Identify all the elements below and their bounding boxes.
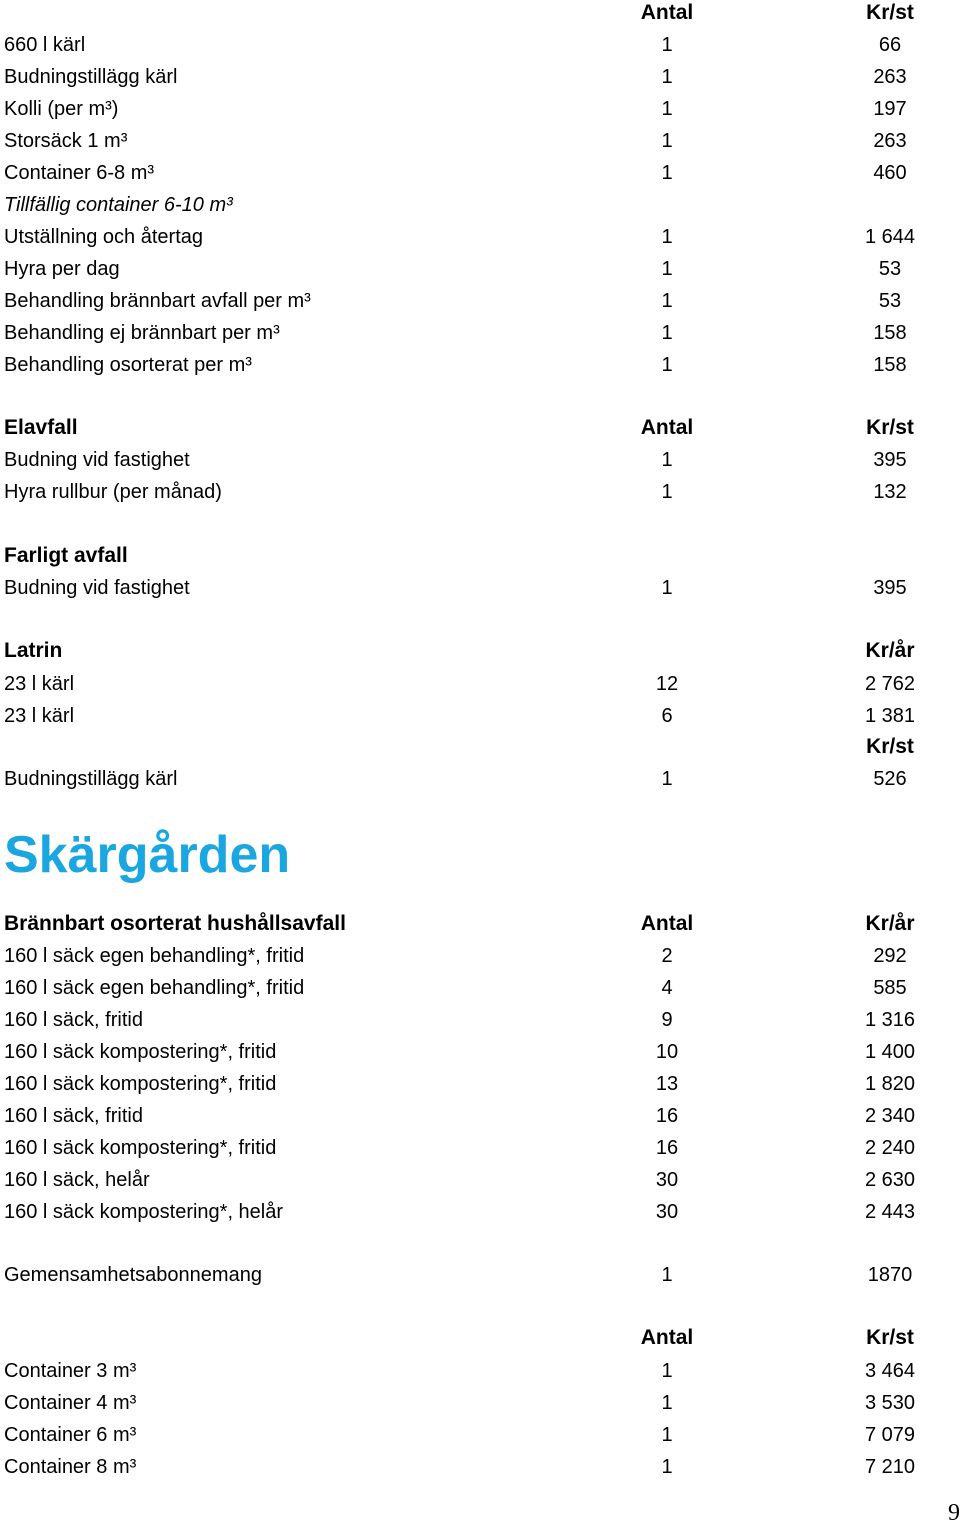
item-price: 263: [873, 130, 907, 152]
item-price: 585: [873, 977, 907, 999]
item-name: Storsäck 1 m³: [4, 130, 128, 152]
item-qty: 1: [661, 449, 673, 471]
item-qty: 1: [661, 1424, 673, 1446]
item-name: 160 l säck egen behandling*, fritid: [4, 977, 305, 999]
table-row: [0, 476, 960, 508]
item-qty: 1: [661, 34, 673, 56]
item-price: 1 400: [864, 1041, 916, 1063]
table-row: [0, 1387, 960, 1419]
item-qty: 1: [661, 258, 673, 280]
column-subheader: [0, 731, 960, 763]
table-row: [0, 940, 960, 972]
table-row: [0, 972, 960, 1004]
table-row: [0, 125, 960, 157]
table-header: [0, 1322, 960, 1354]
item-qty: 1: [661, 1392, 673, 1414]
item-name: Tillfällig container 6-10 m³: [4, 194, 233, 216]
table-row: [0, 1100, 960, 1132]
table-row: [0, 93, 960, 125]
item-price: 395: [873, 577, 907, 599]
table-row: [0, 1451, 960, 1483]
table-row: [0, 1036, 960, 1068]
column-header-price: Kr/st: [866, 735, 914, 758]
item-qty: 1: [661, 577, 673, 599]
item-price: 66: [878, 34, 902, 56]
item-price: 1 644: [864, 226, 916, 248]
item-price: 2 630: [864, 1169, 916, 1191]
section-title: Brännbart osorterat hushållsavfall: [4, 912, 346, 935]
item-qty: 1: [661, 98, 673, 120]
column-header-antal: Antal: [640, 912, 694, 935]
table-row: [0, 1068, 960, 1100]
table-row: [0, 700, 960, 732]
item-qty: 1: [661, 322, 673, 344]
section-title: Farligt avfall: [4, 544, 128, 567]
item-name: 160 l säck, fritid: [4, 1009, 143, 1031]
item-name: Container 6 m³: [4, 1424, 137, 1446]
item-qty: 1: [661, 481, 673, 503]
section-title: Elavfall: [4, 416, 78, 439]
item-name: Budningstillägg kärl: [4, 66, 178, 88]
item-price: 2 340: [864, 1105, 916, 1127]
item-qty: 16: [655, 1105, 679, 1127]
column-header-price: Kr/år: [865, 912, 915, 935]
item-price: 1 381: [864, 705, 916, 727]
table-row: [0, 1132, 960, 1164]
item-qty: 1: [661, 1360, 673, 1382]
table-row: [0, 668, 960, 700]
section-header-latrin: [0, 635, 960, 667]
item-price: 132: [873, 481, 907, 503]
item-price: 197: [873, 98, 907, 120]
item-qty: 1: [661, 162, 673, 184]
item-price: 158: [873, 354, 907, 376]
item-qty: 1: [661, 1264, 673, 1286]
item-price: 3 530: [864, 1392, 916, 1414]
table-row: [0, 444, 960, 476]
item-name: 23 l kärl: [4, 673, 75, 695]
item-qty: 12: [655, 673, 679, 695]
item-price: 526: [873, 768, 907, 790]
item-qty: 10: [655, 1041, 679, 1063]
item-name: Budningstillägg kärl: [4, 768, 178, 790]
table-row: [0, 61, 960, 93]
item-name: 160 l säck kompostering*, fritid: [4, 1137, 277, 1159]
item-name: Behandling osorterat per m³: [4, 354, 252, 376]
item-price: 53: [878, 290, 902, 312]
table-row: [0, 572, 960, 604]
item-price: 2 443: [864, 1201, 916, 1223]
column-header-price: Kr/st: [866, 1, 914, 24]
item-name: 160 l säck egen behandling*, fritid: [4, 945, 305, 967]
item-name: 160 l säck, fritid: [4, 1105, 143, 1127]
column-header-price: Kr/st: [866, 416, 914, 439]
item-price: 53: [878, 258, 902, 280]
section-title: Latrin: [4, 639, 63, 662]
item-qty: 1: [661, 354, 673, 376]
table-row: [0, 349, 960, 381]
table-row: [0, 285, 960, 317]
column-header-antal: Antal: [640, 1326, 694, 1349]
item-qty: 6: [661, 705, 673, 727]
item-name: Hyra rullbur (per månad): [4, 481, 222, 503]
item-name: 23 l kärl: [4, 705, 75, 727]
section-title-skargarden: Skärgården: [4, 826, 291, 884]
table-row: [0, 29, 960, 61]
page-number: 9: [948, 1500, 960, 1526]
item-name: Behandling ej brännbart per m³: [4, 322, 280, 344]
item-name: Container 8 m³: [4, 1456, 137, 1478]
item-qty: 1: [661, 130, 673, 152]
item-name: Container 4 m³: [4, 1392, 137, 1414]
table-row: [0, 317, 960, 349]
table-row: [0, 1196, 960, 1228]
item-qty: 2: [661, 945, 673, 967]
table-row: [0, 1355, 960, 1387]
item-price: 7 079: [864, 1424, 916, 1446]
item-price: 1870: [867, 1264, 913, 1286]
section-header-elavfall: [0, 412, 960, 444]
column-header-antal: Antal: [640, 1, 694, 24]
item-price: 1 316: [864, 1009, 916, 1031]
table-row: [0, 221, 960, 253]
item-name: 660 l kärl: [4, 34, 86, 56]
item-price: 7 210: [864, 1456, 916, 1478]
column-header-price: Kr/st: [866, 1326, 914, 1349]
section-header-farligt-avfall: [0, 540, 960, 572]
column-header-antal: Antal: [640, 416, 694, 439]
item-price: 2 240: [864, 1137, 916, 1159]
table-row: [0, 1004, 960, 1036]
item-name: Gemensamhetsabonnemang: [4, 1264, 262, 1286]
item-price: 263: [873, 66, 907, 88]
item-qty: 1: [661, 290, 673, 312]
column-header-price: Kr/år: [865, 639, 915, 662]
item-name: Hyra per dag: [4, 258, 120, 280]
table-row: [0, 1259, 960, 1291]
item-qty: 13: [655, 1073, 679, 1095]
item-name: Budning vid fastighet: [4, 577, 190, 599]
item-name: Kolli (per m³): [4, 98, 119, 120]
item-name: Behandling brännbart avfall per m³: [4, 290, 311, 312]
table-row: [0, 763, 960, 795]
item-name: Container 3 m³: [4, 1360, 137, 1382]
table-row: [0, 189, 960, 221]
item-price: 3 464: [864, 1360, 916, 1382]
item-price: 2 762: [864, 673, 916, 695]
item-price: 158: [873, 322, 907, 344]
table-row: [0, 1419, 960, 1451]
item-name: Budning vid fastighet: [4, 449, 190, 471]
item-price: 292: [873, 945, 907, 967]
item-name: 160 l säck kompostering*, fritid: [4, 1041, 277, 1063]
item-qty: 4: [661, 977, 673, 999]
item-qty: 1: [661, 1456, 673, 1478]
item-name: Container 6-8 m³: [4, 162, 155, 184]
section-header-brannbart: [0, 908, 960, 940]
item-qty: 16: [655, 1137, 679, 1159]
item-qty: 1: [661, 768, 673, 790]
item-qty: 1: [661, 226, 673, 248]
table-row: [0, 253, 960, 285]
item-name: 160 l säck kompostering*, helår: [4, 1201, 284, 1223]
item-name: 160 l säck, helår: [4, 1169, 150, 1191]
table-row: [0, 1164, 960, 1196]
item-qty: 30: [655, 1169, 679, 1191]
item-name: Utställning och återtag: [4, 226, 204, 248]
table-header: [0, 0, 960, 29]
item-price: 1 820: [864, 1073, 916, 1095]
item-qty: 1: [661, 66, 673, 88]
item-price: 460: [873, 162, 907, 184]
item-price: 395: [873, 449, 907, 471]
item-name: 160 l säck kompostering*, fritid: [4, 1073, 277, 1095]
table-row: [0, 157, 960, 189]
item-qty: 9: [661, 1009, 673, 1031]
item-qty: 30: [655, 1201, 679, 1223]
